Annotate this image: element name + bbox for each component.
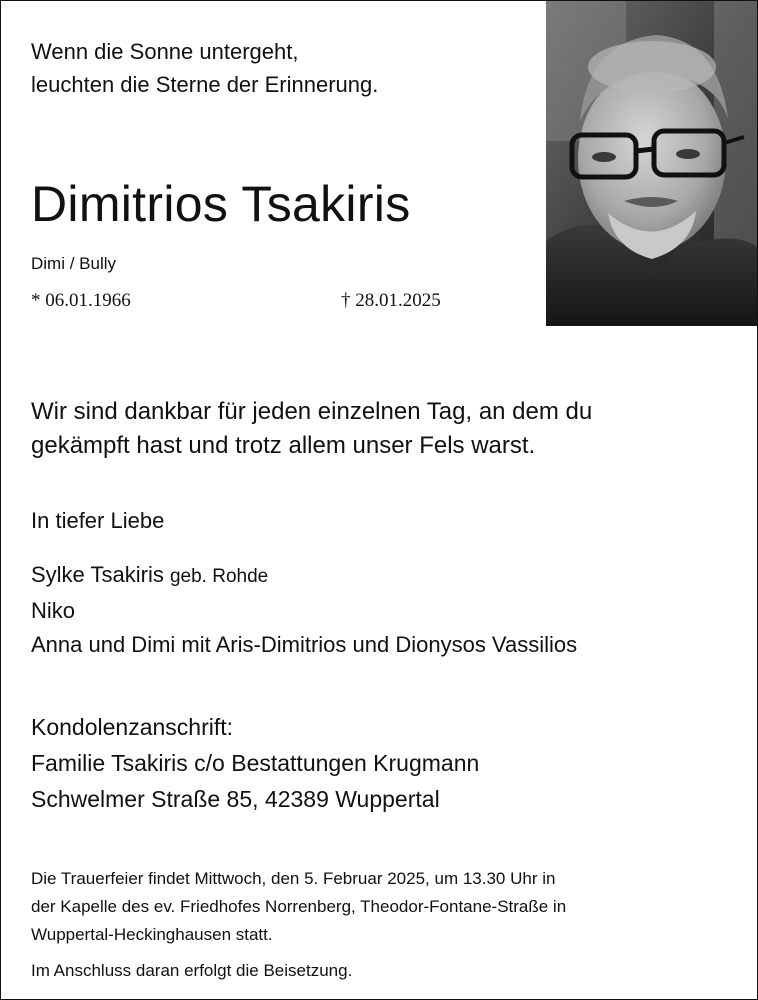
birth-date: * 06.01.1966	[31, 290, 131, 311]
motto	[31, 35, 378, 101]
address-line-1: Familie Tsakiris c/o Bestattungen Krugmann	[31, 750, 480, 776]
motto-line-2: leuchten die Sterne der Erinnerung.	[31, 72, 379, 97]
address-heading: Kondolenzanschrift:	[31, 714, 234, 740]
funeral-line-1: Die Trauerfeier findet Mittwoch, den 5. Februar 2025, um 13.30 Uhr in	[31, 869, 556, 888]
funeral-details	[31, 865, 566, 949]
motto-line-1: Wenn die Sonne untergeht,	[31, 39, 299, 64]
death-date: † 28.01.2025	[341, 290, 441, 311]
spouse-name: Sylke Tsakiris	[31, 562, 164, 587]
gratitude-quote	[31, 395, 592, 463]
deceased-name: Dimitrios Tsakiris	[31, 176, 411, 232]
mourners-list	[31, 558, 577, 662]
condolence-address	[31, 709, 479, 817]
mourner-line-2: Niko	[31, 598, 76, 623]
quote-line-2: gekämpft hast und trotz allem unser Fels warst.	[31, 432, 536, 459]
mourner-spouse	[31, 558, 577, 594]
funeral-line-3: Wuppertal-Heckinghausen statt.	[31, 925, 273, 944]
mourners-intro: In tiefer Liebe	[31, 508, 165, 533]
portrait-photo	[546, 1, 757, 326]
burial-note: Im Anschluss daran erfolgt die Beisetzung.	[31, 961, 353, 980]
spouse-maiden-name: geb. Rohde	[169, 566, 269, 587]
address-line-2: Schwelmer Straße 85, 42389 Wuppertal	[31, 786, 440, 812]
mourner-line-3: Anna und Dimi mit Aris-Dimitrios und Dionysos Vassilios	[31, 632, 578, 657]
funeral-line-2: der Kapelle des ev. Friedhofes Norrenberg, Theodor-Fontane-Straße in	[31, 897, 567, 916]
quote-line-1: Wir sind dankbar für jeden einzelnen Tag, an dem du	[31, 398, 593, 425]
nicknames: Dimi / Bully	[31, 254, 117, 273]
